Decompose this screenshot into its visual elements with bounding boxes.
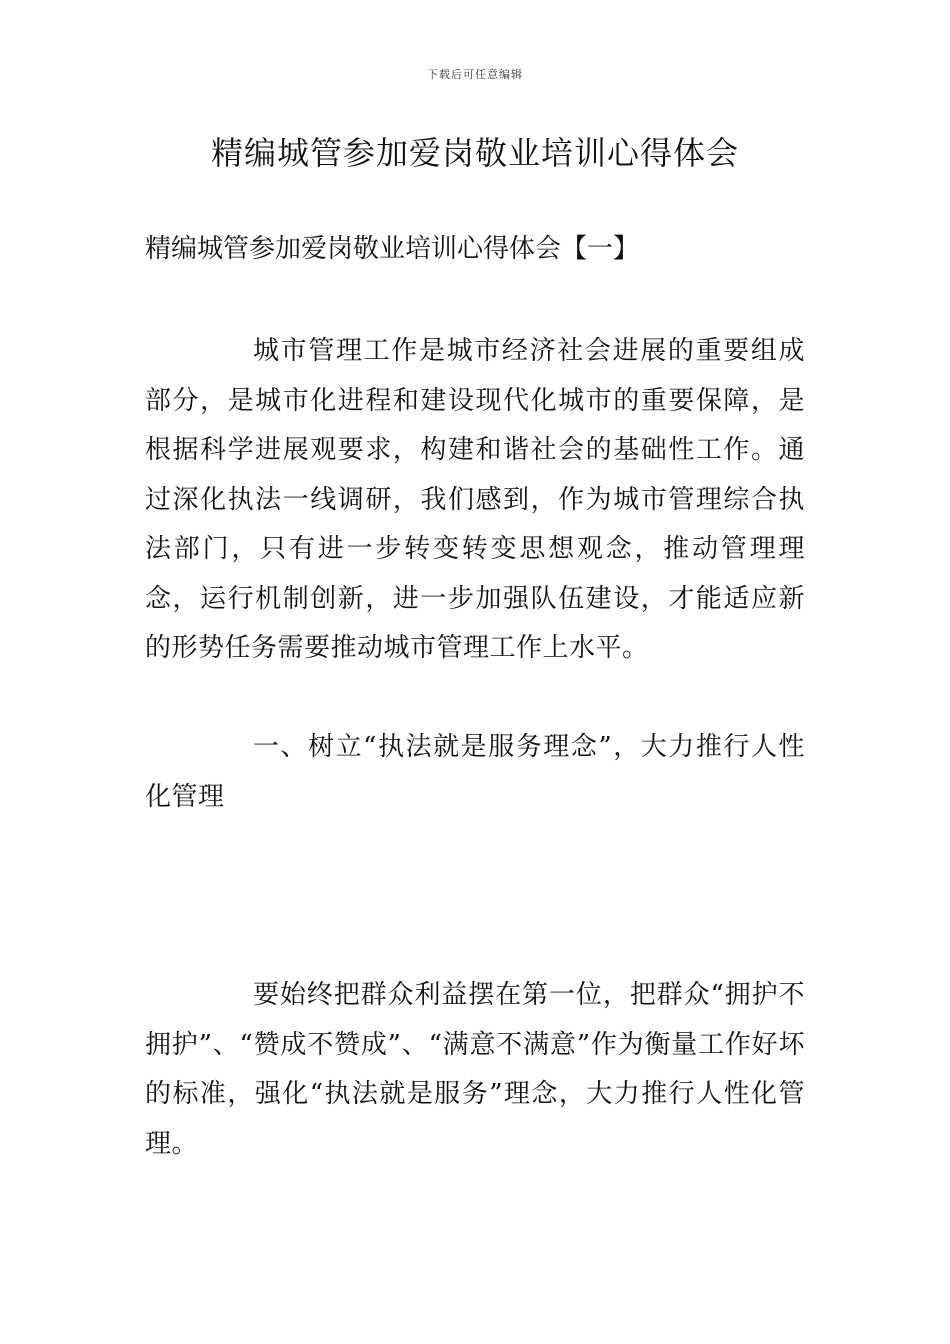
header-note: 下载后可任意编辑 [427,68,523,81]
paragraph-section-body: 要始终把群众利益摆在第一位，把群众“拥护不拥护”、“赞成不赞成”、“满意不满意”作为衡量工作好坏的标准，强化“执法就是服务”理念，大力推行人性化管理。 [145,980,805,1159]
section-subtitle: 精编城管参加爱岗敬业培训心得体会【一】 [145,234,640,264]
paragraph-section-heading: 一、树立“执法就是服务理念”，大力推行人性化管理 [145,732,805,812]
paragraph-intro: 城市管理工作是城市经济社会进展的重要组成部分，是城市化进程和建设现代化城市的重要保障，是根据科学进展观要求，构建和谐社会的基础性工作。通过深化执法一线调研，我们感到，作为城市管理综合执法部门，只有进一步转变转变思想观念，推动管理理念，运行机制创新，进一步加强队伍建设，才能适应新的形势任务需要推动城市管理工作上水平。 [145,336,805,663]
document-title: 精编城管参加爱岗敬业培训心得体会 [210,134,739,172]
